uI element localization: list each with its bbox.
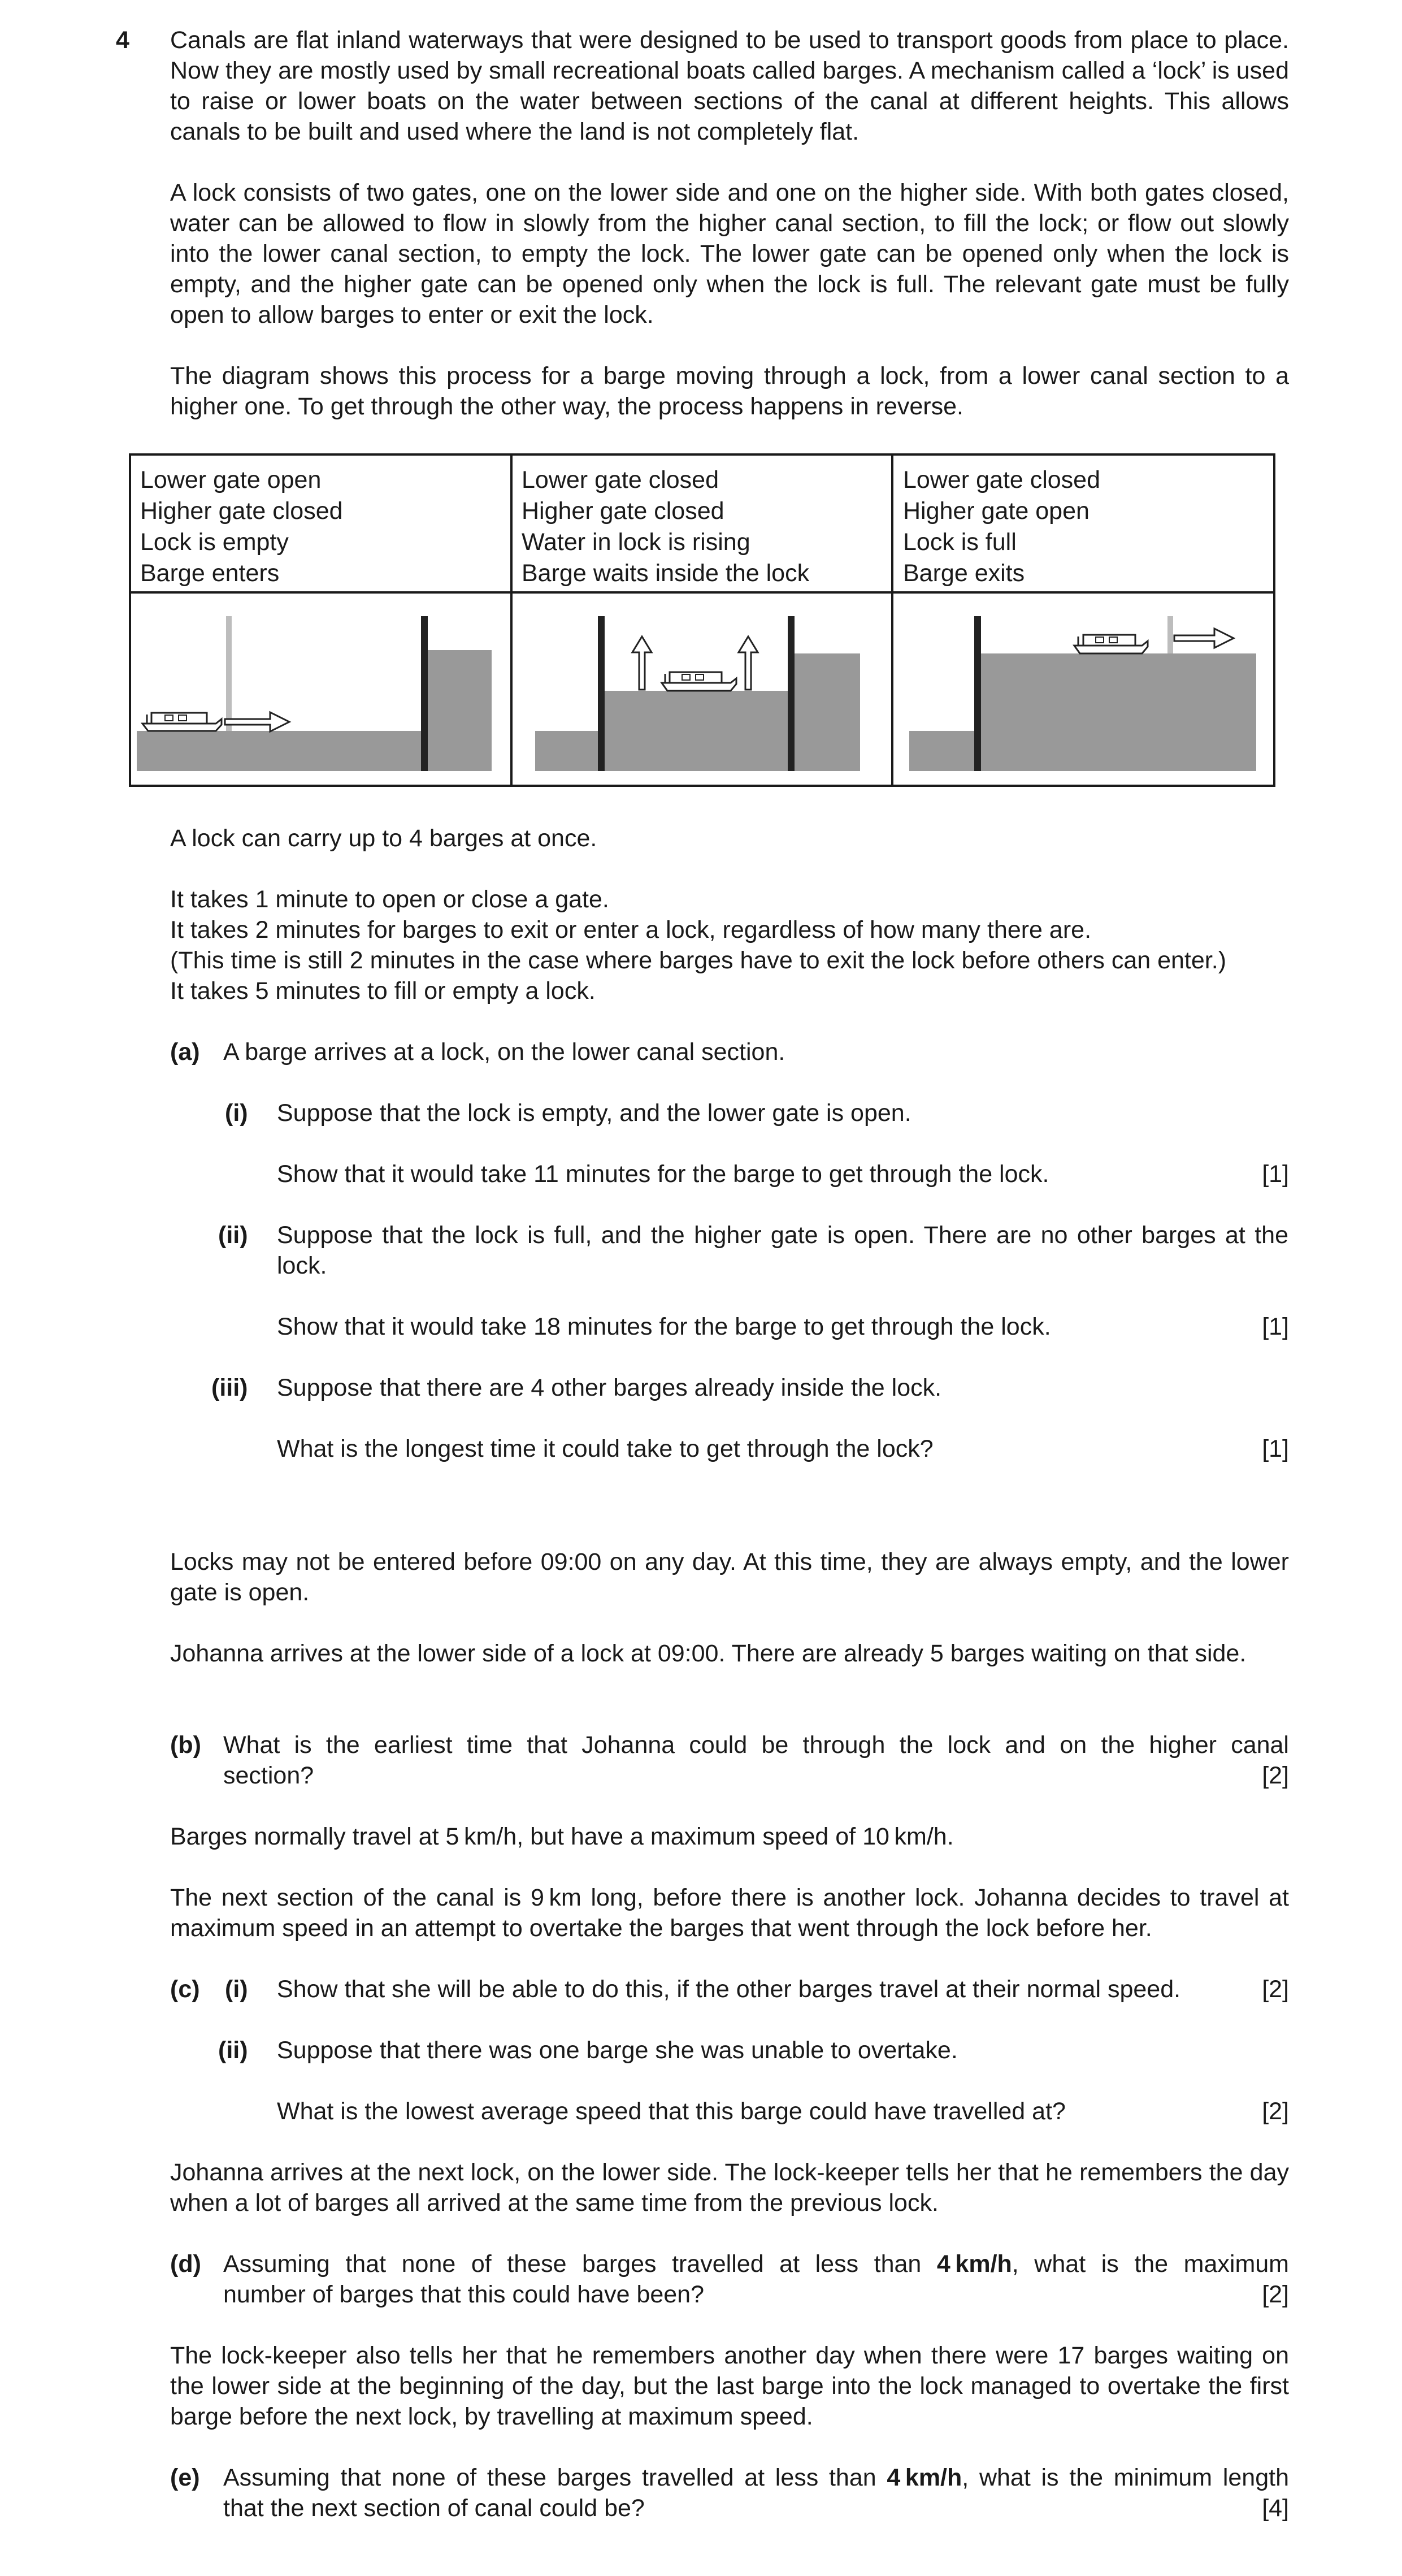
intro-paragraph-1: Canals are flat inland waterways that were designed to be used to transport goods from place to place. Now they are mostly used by small recreational boats called barges. A mechanism called a ‘lock’ is used to raise or lower boats on the water between sections of the canal at different heights. This allows canals to be built and used where the land is not completely flat. <box>170 27 1289 145</box>
part-c-label: (c) <box>170 1976 200 2003</box>
part-a-iii-text: Suppose that there are 4 other barges already inside the lock. <box>277 1374 942 1401</box>
lower-gate-closed <box>974 616 981 771</box>
part-a-i-mark: [1] <box>1262 1161 1289 1188</box>
part-c-ii-mark: [2] <box>1262 2098 1289 2125</box>
barge-icon <box>1074 635 1148 653</box>
part-a-i-task: Show that it would take 11 minutes for the barge to get through the lock. <box>277 1161 1049 1188</box>
stage-3-illustration <box>893 594 1273 787</box>
part-e-text-post: , what is the minimum length <box>962 2464 1289 2491</box>
part-e-label: (e) <box>170 2464 200 2491</box>
part-a-ii-text: Suppose that the lock is full, and the higher gate is open. There are no other barges at the lock. <box>277 1222 1288 1279</box>
part-c-i-text: Show that she will be able to do this, if the other barges travel at their normal speed. <box>277 1976 1181 2003</box>
rule-capacity: A lock can carry up to 4 barges at once. <box>170 825 597 852</box>
lock-water-rising <box>603 691 789 771</box>
context-b-paragraph-2: Johanna arrives at the lower side of a lock at 09:00. There are already 5 barges waiting on that side. <box>170 1640 1247 1667</box>
part-d-mark: [2] <box>1262 2281 1289 2308</box>
rule-exit-enter-time: It takes 2 minutes for barges to exit or enter a lock, regardless of how many there are. <box>170 916 1092 943</box>
stage-2-line: Lower gate closed <box>522 466 719 493</box>
part-c-ii-text: Suppose that there was one barge she was unable to overtake. <box>277 2037 958 2064</box>
part-a-label: (a) <box>170 1038 200 1066</box>
part-e-text-pre: Assuming that none of these barges travelled at less than <box>223 2464 887 2491</box>
arrow-up-icon <box>739 637 758 690</box>
stage-1-line: Barge enters <box>140 560 280 587</box>
arrow-up-icon <box>632 637 652 690</box>
stage-2-line: Barge waits inside the lock <box>522 560 810 587</box>
part-a-iii-label: (iii) <box>211 1374 248 1401</box>
question-number: 4 <box>116 27 129 54</box>
part-c-i-label: (i) <box>225 1976 248 2003</box>
stage-1-line: Lower gate open <box>140 466 322 493</box>
stage-3-line: Barge exits <box>903 560 1025 587</box>
stage-2-line: Higher gate closed <box>522 497 724 525</box>
part-a-iii-mark: [1] <box>1262 1435 1289 1462</box>
lower-canal-water <box>909 731 978 771</box>
stage-2-description <box>522 465 809 589</box>
part-a-ii-mark: [1] <box>1262 1313 1289 1340</box>
part-a-ii-label: (ii) <box>218 1222 248 1249</box>
lock-water-full <box>978 653 1256 771</box>
part-a-i-text: Suppose that the lock is empty, and the lower gate is open. <box>277 1099 911 1127</box>
context-b-paragraph-1: Locks may not be entered before 09:00 on any day. At this time, they are always empty, and the lower gate is open. <box>170 1548 1289 1606</box>
higher-gate-closed <box>421 616 428 771</box>
lock-diagram-table <box>129 453 1275 787</box>
part-e-text-line-1 <box>223 2462 1289 2493</box>
lower-gate-open <box>226 616 232 731</box>
part-c-i-mark: [2] <box>1262 1976 1289 2003</box>
part-e-text-line-2: that the next section of canal could be? <box>223 2495 645 2522</box>
intro-paragraph-2: A lock consists of two gates, one on the lower side and one on the higher side. With both gates closed, water can be allowed to flow in slowly from the higher canal section, to fill the lock; or flow out slowly into the lower canal section, to empty the lock. The lower gate can be opened only when the lock is empty, and the higher gate can be opened only when the lock is full. The relevant gate must be fully open to allow barges to enter or exit the lock. <box>170 179 1289 328</box>
stage-2-illustration <box>513 594 891 787</box>
part-e-mark: [4] <box>1262 2495 1289 2522</box>
stage-3-description <box>903 465 1100 589</box>
stage-1-illustration <box>131 594 510 787</box>
barge-icon <box>662 672 736 691</box>
higher-canal-water <box>789 653 860 771</box>
context-c-paragraph-2: The next section of the canal is 9 km long, before there is another lock. Johanna decides to travel at maximum speed in an attempt to overtake the barges that went through the lock before her. <box>170 1884 1289 1942</box>
context-e-paragraph: The lock-keeper also tells her that he remembers another day when there were 17 barges waiting on the lower side at the beginning of the day, but the last barge into the lock managed to overtake the first barge before the next lock, by travelling at maximum speed. <box>170 2342 1289 2430</box>
lower-gate-closed <box>598 616 605 771</box>
part-b-text-line-1: What is the earliest time that Johanna could be through the lock and on the higher canal <box>223 1731 1289 1759</box>
part-a-ii-task: Show that it would take 18 minutes for the barge to get through the lock. <box>277 1313 1051 1340</box>
part-e-speed: 4 km/h <box>887 2464 962 2491</box>
stage-1-description <box>140 465 343 589</box>
stage-2-line: Water in lock is rising <box>522 529 750 556</box>
part-a-text: A barge arrives at a lock, on the lower canal section. <box>223 1038 785 1066</box>
part-b-mark: [2] <box>1262 1762 1289 1789</box>
higher-gate-closed <box>788 616 795 771</box>
arrow-right-icon <box>1174 629 1234 648</box>
higher-canal-water <box>426 650 492 771</box>
part-d-text-line-2: number of barges that this could have been? <box>223 2281 705 2308</box>
part-a-iii-task: What is the longest time it could take to get through the lock? <box>277 1435 934 1462</box>
stage-1-line: Higher gate closed <box>140 497 343 525</box>
part-d-text-pre: Assuming that none of these barges travelled at less than <box>223 2250 937 2278</box>
part-c-ii-label: (ii) <box>218 2037 248 2064</box>
part-d-speed: 4 km/h <box>936 2250 1012 2278</box>
part-d-text-post: , what is the maximum <box>1012 2250 1289 2278</box>
stage-1-line: Lock is empty <box>140 529 289 556</box>
rule-fill-time: It takes 5 minutes to fill or empty a lock. <box>170 977 596 1005</box>
part-b-text-line-2: section? <box>223 1762 314 1789</box>
rule-exit-enter-note: (This time is still 2 minutes in the case where barges have to exit the lock before others can enter.) <box>170 947 1227 974</box>
barge-icon <box>142 713 222 731</box>
intro-paragraph-3: The diagram shows this process for a barge moving through a lock, from a lower canal section to a higher one. To get through the other way, the process happens in reverse. <box>170 362 1289 420</box>
part-b-label: (b) <box>170 1731 201 1759</box>
higher-gate-open <box>1167 616 1173 653</box>
lock-water-empty <box>137 731 426 771</box>
arrow-right-icon <box>225 712 289 731</box>
rule-gate-time: It takes 1 minute to open or close a gate. <box>170 886 609 913</box>
lower-canal-water <box>535 731 603 771</box>
context-c-paragraph-1: Barges normally travel at 5 km/h, but have a maximum speed of 10 km/h. <box>170 1823 954 1850</box>
stage-3-line: Higher gate open <box>903 497 1090 525</box>
part-a-i-label: (i) <box>225 1099 248 1127</box>
part-d-label: (d) <box>170 2250 201 2278</box>
part-c-ii-task: What is the lowest average speed that this barge could have travelled at? <box>277 2098 1066 2125</box>
stage-3-line: Lower gate closed <box>903 466 1100 493</box>
stage-3-line: Lock is full <box>903 529 1017 556</box>
part-d-text-line-1 <box>223 2249 1289 2279</box>
context-d-paragraph: Johanna arrives at the next lock, on the lower side. The lock-keeper tells her that he remembers the day when a lot of barges all arrived at the same time from the previous lock. <box>170 2159 1289 2216</box>
